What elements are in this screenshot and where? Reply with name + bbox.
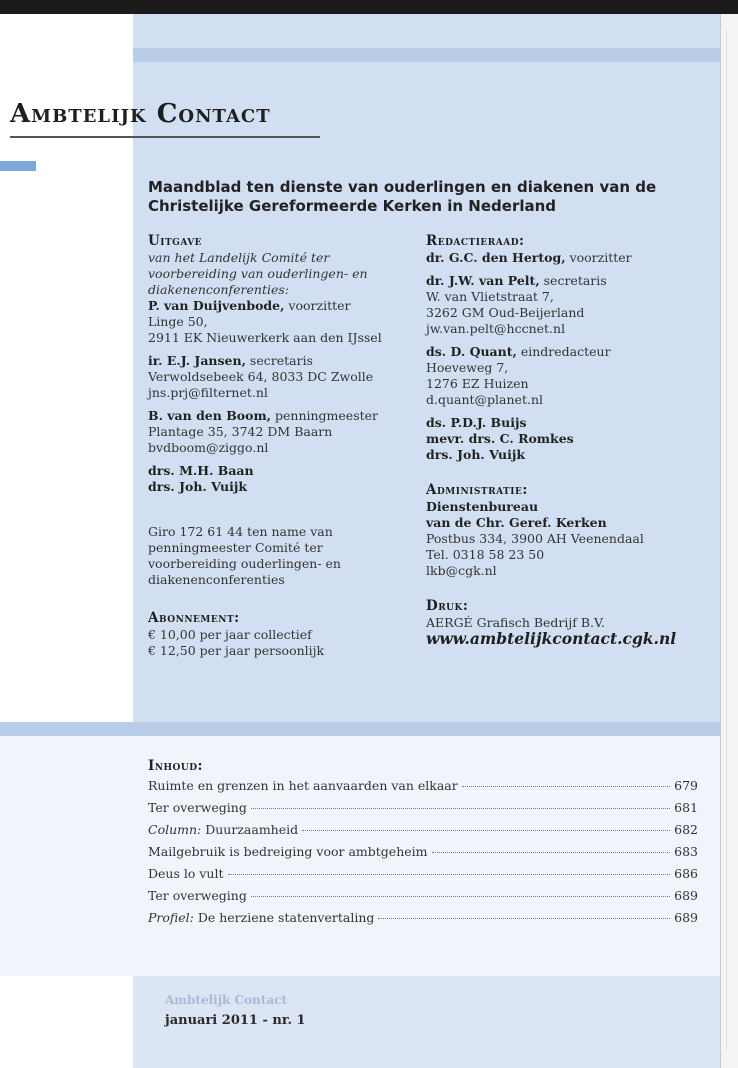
- entry-line: Verwoldsebeek 64, 8033 DC Zwolle: [148, 369, 374, 384]
- entry-role: voorzitter: [565, 250, 632, 265]
- org-name: Dienstenbureau: [426, 499, 539, 514]
- toc-item[interactable]: [148, 778, 698, 800]
- entry-role: penningmeester: [271, 408, 379, 423]
- toc-leader: [228, 874, 671, 875]
- toc-page-number: 679: [674, 778, 698, 793]
- toc-leader: [378, 918, 670, 919]
- toc-item[interactable]: [148, 888, 698, 910]
- toc-page-number: 689: [674, 888, 698, 903]
- druk-text: AERGÉ Grafisch Bedrijf B.V.: [426, 615, 605, 630]
- uitgave-subtitle: van het Landelijk Comité ter voorbereiding van ouderlingen- en diakenenconferenties:: [148, 250, 368, 297]
- toc-prefix: Profiel:: [148, 910, 194, 925]
- entry-email: d.quant@planet.nl: [426, 392, 543, 407]
- toc-item[interactable]: [148, 866, 698, 888]
- entry-name: B. van den Boom,: [148, 408, 272, 423]
- footer-magazine-name: Ambtelijk Contact: [165, 993, 287, 1007]
- uitgave-entry: [148, 298, 408, 346]
- mid-band: [0, 722, 720, 736]
- org-name: van de Chr. Geref. Kerken: [426, 515, 607, 530]
- toc-page-number: 681: [674, 800, 698, 815]
- toc-title: Ruimte en grenzen in het aanvaarden van elkaar: [148, 778, 458, 793]
- toc-prefix: Column:: [148, 822, 202, 837]
- toc-item[interactable]: [148, 822, 698, 844]
- entry-line: 1276 EZ Huizen: [426, 376, 529, 391]
- uitgave-entry: [148, 408, 408, 456]
- entry-line: Hoeveweg 7,: [426, 360, 509, 375]
- entry-name: ds. D. Quant,: [426, 344, 517, 359]
- entry-role: secretaris: [245, 353, 313, 368]
- website-link[interactable]: www.ambtelijkcontact.cgk.nl: [426, 629, 677, 648]
- entry-name: dr. G.C. den Hertog,: [426, 250, 566, 265]
- toc-item[interactable]: [148, 844, 698, 866]
- right-column: [426, 233, 716, 647]
- toc-page-number: 682: [674, 822, 698, 837]
- entry-role: eindredacteur: [516, 344, 611, 359]
- entry-line: Plantage 35, 3742 DM Baarn: [148, 424, 333, 439]
- entry-role: voorzitter: [284, 298, 351, 313]
- toc-title: Ter overweging: [148, 888, 247, 903]
- entry-email: jns.prj@filternet.nl: [148, 385, 268, 400]
- entry-name: ir. E.J. Jansen,: [148, 353, 246, 368]
- entry-name: P. van Duijvenbode,: [148, 298, 285, 313]
- header-stripe: [133, 48, 720, 62]
- administratie-block: [426, 499, 716, 579]
- toc-page-number: 689: [674, 910, 698, 925]
- member-name: drs. Joh. Vuijk: [148, 479, 248, 494]
- toc-title: Mailgebruik is bedreiging voor ambtgeheim: [148, 844, 428, 859]
- masthead-rule: [10, 136, 320, 138]
- redactie-entry: [426, 344, 716, 408]
- toc-item[interactable]: [148, 910, 698, 932]
- entry-line: 3262 GM Oud-Beijerland: [426, 305, 585, 320]
- redactie-members: [426, 415, 716, 463]
- admin-email: lkb@cgk.nl: [426, 563, 497, 578]
- toc-page-number: 683: [674, 844, 698, 859]
- toc-leader: [251, 896, 670, 897]
- redactie-entry: [426, 273, 716, 337]
- abonnement-line: € 12,50 per jaar persoonlijk: [148, 643, 325, 658]
- toc-item[interactable]: [148, 800, 698, 822]
- toc-page-number: 686: [674, 866, 698, 881]
- top-band: [0, 0, 738, 14]
- uitgave-heading: Uitgave: [148, 233, 203, 249]
- footer-issue: januari 2011 - nr. 1: [165, 1013, 306, 1028]
- entry-name: dr. J.W. van Pelt,: [426, 273, 540, 288]
- entry-email: bvdboom@ziggo.nl: [148, 440, 269, 455]
- left-column: [148, 233, 408, 659]
- toc-leader: [302, 830, 670, 831]
- toc-leader: [251, 808, 670, 809]
- redactie-entry: [426, 250, 716, 266]
- member-name: drs. M.H. Baan: [148, 463, 254, 478]
- entry-line: W. van Vlietstraat 7,: [426, 289, 554, 304]
- page-edge-line: [726, 30, 727, 1050]
- entry-email: jw.van.pelt@hccnet.nl: [426, 321, 566, 336]
- uitgave-members: [148, 463, 408, 495]
- druk-heading: Druk:: [426, 598, 469, 614]
- entry-line: 2911 EK Nieuwerkerk aan den IJssel: [148, 330, 382, 345]
- uitgave-entry: [148, 353, 408, 401]
- admin-line: Postbus 334, 3900 AH Veenendaal: [426, 531, 644, 546]
- administratie-heading: Administratie:: [426, 482, 528, 498]
- abonnement-line: € 10,00 per jaar collectief: [148, 627, 312, 642]
- masthead-title: Ambtelijk Contact: [10, 99, 271, 129]
- redactieraad-heading: Redactieraad:: [426, 233, 525, 249]
- accent-bar: [0, 161, 36, 171]
- member-name: drs. Joh. Vuijk: [426, 447, 526, 462]
- toc-title: Deus lo vult: [148, 866, 224, 881]
- abonnement-heading: Abonnement:: [148, 610, 240, 626]
- toc-title: Ter overweging: [148, 800, 247, 815]
- page-edge: [720, 14, 738, 1068]
- table-of-contents: [148, 758, 698, 932]
- toc-leader: [462, 786, 670, 787]
- intro-text: Maandblad ten dienste van ouderlingen en diakenen van de Christelijke Gereformeerde Kerken in Nederland: [148, 178, 657, 215]
- toc-heading: Inhoud:: [148, 758, 204, 774]
- member-name: ds. P.D.J. Buijs: [426, 415, 527, 430]
- giro-text: Giro 172 61 44 ten name van penningmeester Comité ter voorbereiding ouderlingen- en diakenenconferenties: [148, 524, 341, 587]
- toc-title: De herziene statenvertaling: [193, 910, 375, 925]
- entry-line: Linge 50,: [148, 314, 208, 329]
- admin-line: Tel. 0318 58 23 50: [426, 547, 545, 562]
- member-name: mevr. drs. C. Romkes: [426, 431, 574, 446]
- entry-role: secretaris: [539, 273, 607, 288]
- toc-leader: [432, 852, 671, 853]
- toc-title: Duurzaamheid: [201, 822, 299, 837]
